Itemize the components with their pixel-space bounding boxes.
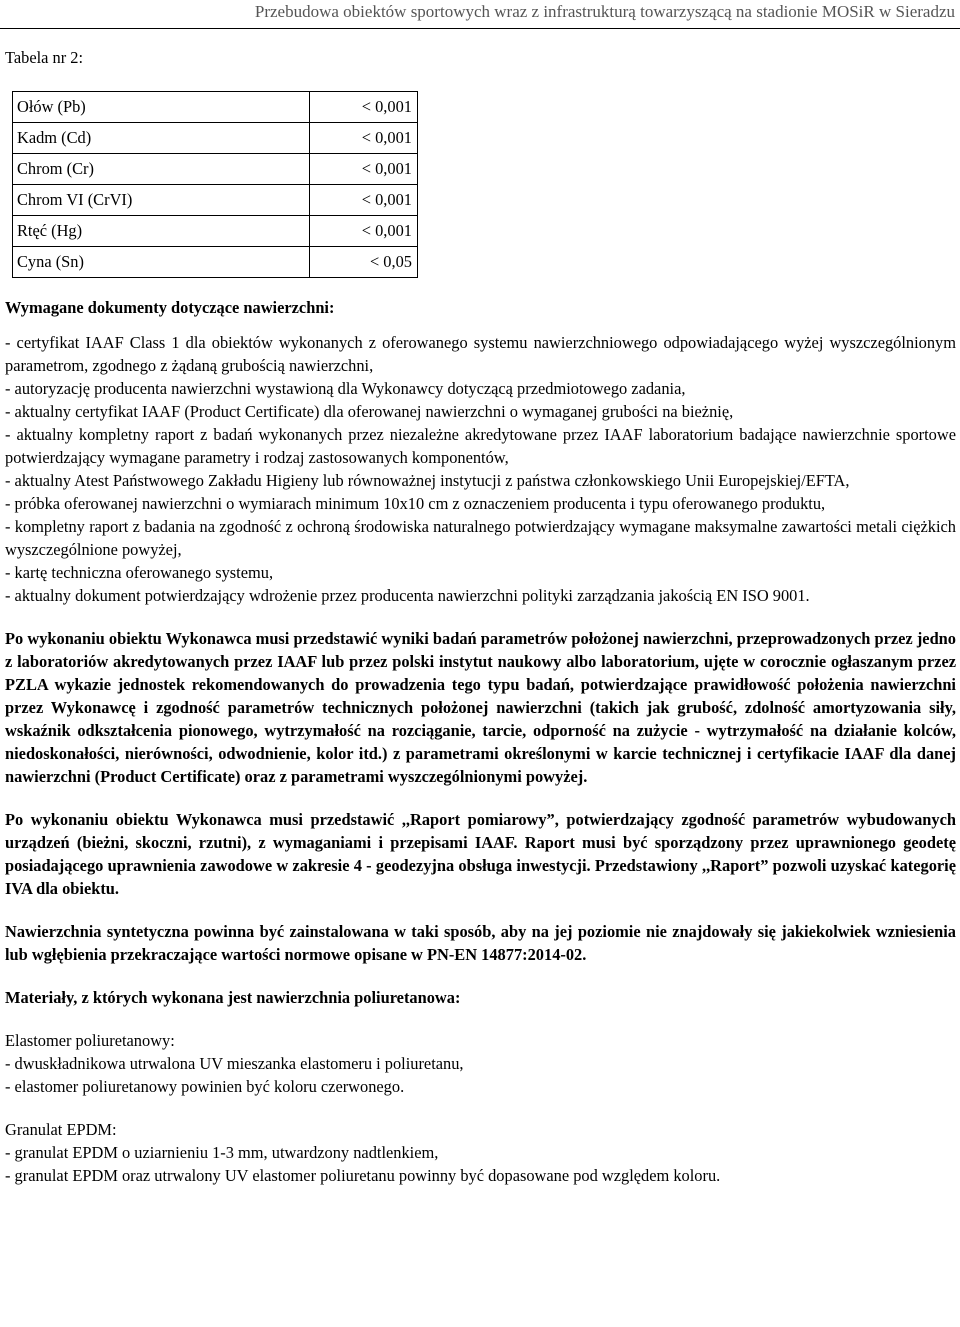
document-header: Przebudowa obiektów sportowych wraz z infrastrukturą towarzyszącą na stadionie MOSiR w Sieradzu [254,2,955,21]
table-cell-value: < 0,05 [310,247,418,278]
table-row [13,123,418,154]
table-cell-element: Rtęć (Hg) [13,216,310,247]
list-item: - aktualny Atest Państwowego Zakładu Higieny lub równoważnej instytucji z państwa członkowskiego Unii Europejskiej/EFTA, [5,471,850,490]
list-item: - aktualny dokument potwierdzający wdrożenie przez producenta nawierzchni polityki zarządzania jakością EN ISO 9001. [5,586,810,605]
elastomer-title: Elastomer poliuretanowy: [5,1031,175,1050]
epdm-section [5,1118,956,1187]
list-item: - aktualny certyfikat IAAF (Product Certificate) dla oferowanej nawierzchni o wymaganej grubości na bieżnię, [5,402,734,421]
paragraph-test-results: Po wykonaniu obiektu Wykonawca musi przedstawić wyniki badań parametrów położonej nawierzchni, przeprowadzonych przez jedno z laboratoriów akredytowanych przez IAAF lub przez polski instytut naukowy albo laboratorium, ujęte w corocznie ogłaszanym przez PZLA wykazie jednostek rekomendowanych do prowadzenia tego typu badań, potwierdzające prawidłowość położenia nawierzchni przez Wykonawcę i zgodność parametrów technicznych położonej nawierzchni (takich jak grubość, zdolność amortyzowania siły, wskaźnik odkształcenia pionowego, wytrzymałość na rozciąganie, tarcie, odporność na zużycie - wytrzymałość na działanie kolców, niedoskonałości, nierówności, odwodnienie, kolor itd.) z parametrami określonymi w karcie technicznej i certyfikacie IAAF dla danej nawierzchni (Product Certificate) oraz z parametrami wyszczególnionymi powyżej. [5,629,956,786]
list-item: - autoryzację producenta nawierzchni wystawioną dla Wykonawcy dotyczącą przedmiotowego zadania, [5,379,686,398]
docs-list [5,331,956,607]
table-cell-element: Cyna (Sn) [13,247,310,278]
elastomer-section [5,1029,956,1098]
paragraph-measurement-report: Po wykonaniu obiektu Wykonawca musi przedstawić ,,Raport pomiarowy”, potwierdzający zgodność parametrów wybudowanych urządzeń (bieżni, skoczni, rzutni), z wymaganiami i przepisami IAAF. Raport musi być sporządzony przez uprawnionego geodetę posiadającego uprawnienia zawodowe w zakresie 4 - geodezyjna obsługa inwestycji. Przedstawiony ,,Raport” pozwoli uzyskać kategorię IVA dla obiektu. [5,810,956,898]
materials-heading: Materiały, z których wykonana jest nawierzchnia poliuretanowa: [5,988,461,1007]
list-item: - certyfikat IAAF Class 1 dla obiektów wykonanych z oferowanego systemu nawierzchniowego odpowiadającego wyżej wyszczególnionym parametrom, zgodnego z żądaną grubością nawierzchni, [5,333,956,375]
list-item: - dwuskładnikowa utrwalona UV mieszanka elastomeru i poliuretanu, [5,1054,464,1073]
list-item: - kartę techniczna oferowanego systemu, [5,563,274,582]
list-item: - elastomer poliuretanowy powinien być koloru czerwonego. [5,1077,405,1096]
page-content [5,46,956,1187]
table-row [13,216,418,247]
header-rule [0,28,960,29]
docs-heading: Wymagane dokumenty dotyczące nawierzchni: [5,298,335,317]
list-item: - próbka oferowanej nawierzchni o wymiarach minimum 10x10 cm z oznaczeniem producenta i typu oferowanego produktu, [5,494,826,513]
table-row [13,92,418,123]
table-cell-value: < 0,001 [310,154,418,185]
list-item: - kompletny raport z badania na zgodność z ochroną środowiska naturalnego potwierdzający wymagane maksymalne zawartości metali ciężkich wyszczególnione powyżej, [5,517,956,559]
table-row [13,247,418,278]
table-row [13,154,418,185]
list-item: - granulat EPDM o uziarnieniu 1-3 mm, utwardzony nadtlenkiem, [5,1143,439,1162]
list-item: - granulat EPDM oraz utrwalony UV elastomer poliuretanu powinny być dopasowane pod względem koloru. [5,1166,721,1185]
table-cell-value: < 0,001 [310,185,418,216]
table-cell-element: Chrom (Cr) [13,154,310,185]
table-row [13,185,418,216]
paragraph-installation: Nawierzchnia syntetyczna powinna być zainstalowana w taki sposób, aby na jej poziomie nie znajdowały się jakiekolwiek wzniesienia lub wgłębienia przekraczające wartości normowe opisane w PN-EN 14877:2014-02. [5,922,956,964]
table-caption: Tabela nr 2: [5,48,84,67]
list-item: - aktualny kompletny raport z badań wykonanych przez niezależne akredytowane przez IAAF laboratorium badające nawierzchnie sportowe potwierdzający wymagane parametry i rodzaj zastosowanych komponentów, [5,425,956,467]
table-cell-element: Chrom VI (CrVI) [13,185,310,216]
table-cell-element: Ołów (Pb) [13,92,310,123]
epdm-title: Granulat EPDM: [5,1120,117,1139]
table-cell-value: < 0,001 [310,216,418,247]
table-cell-value: < 0,001 [310,123,418,154]
heavy-metals-table [12,91,418,278]
table-cell-value: < 0,001 [310,92,418,123]
table-cell-element: Kadm (Cd) [13,123,310,154]
